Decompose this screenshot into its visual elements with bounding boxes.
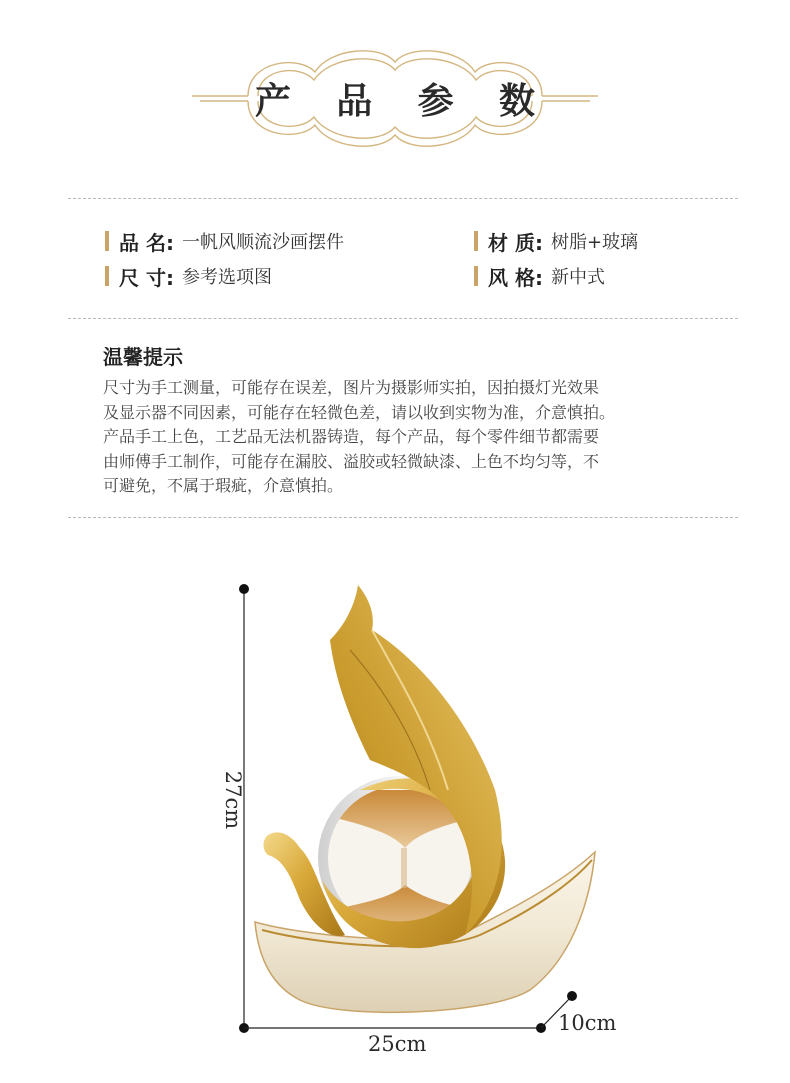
notice-line: 由师傅手工制作，可能存在漏胶、溢胶或轻微缺漆、上色不均匀等，不 (103, 451, 600, 471)
width-dimension-label: 25cm (368, 1032, 427, 1056)
notice-line: 产品手工上色，工艺品无法机器铸造，每个产品，每个零件细节都需要 (103, 427, 600, 446)
param-key: 风 格: (488, 265, 543, 290)
accent-bar (105, 231, 109, 251)
notice-line: 及显示器不同因素，可能存在轻微色差，请以收到实物为准，介意慎拍。 (103, 402, 616, 422)
title-char: 参 (417, 79, 454, 122)
param-key: 尺 寸: (119, 265, 174, 290)
title-char: 产 (255, 79, 292, 122)
height-dimension-label: 27cm (221, 770, 245, 830)
accent-bar (105, 266, 109, 286)
product-image (0, 560, 790, 1083)
param-key: 材 质: (488, 230, 543, 255)
accent-bar (474, 266, 478, 286)
param-value: 一帆风顺流沙画摆件 (181, 232, 344, 253)
param-value: 树脂+玻璃 (550, 232, 639, 253)
param-value: 新中式 (550, 267, 605, 288)
param-name (105, 227, 344, 255)
param-material (474, 227, 638, 255)
notice-line: 尺寸为手工测量，可能存在误差，图片为摄影师实拍，因拍摄灯光效果 (103, 378, 600, 397)
title-char: 数 (498, 79, 535, 122)
depth-dimension-label: 10cm (558, 1011, 617, 1035)
param-size (105, 262, 272, 290)
divider (68, 517, 738, 518)
param-style (474, 262, 605, 290)
divider (68, 318, 738, 319)
notice-body (103, 376, 713, 499)
notice-line: 可避免，不属于瑕疵，介意慎拍。 (103, 476, 344, 495)
param-value: 参考选项图 (181, 267, 272, 288)
divider (68, 198, 738, 199)
notice-title: 温馨提示 (103, 345, 183, 369)
accent-bar (474, 231, 478, 251)
title-char: 品 (336, 79, 373, 122)
param-key: 品 名: (119, 230, 174, 255)
page-title (255, 70, 535, 126)
